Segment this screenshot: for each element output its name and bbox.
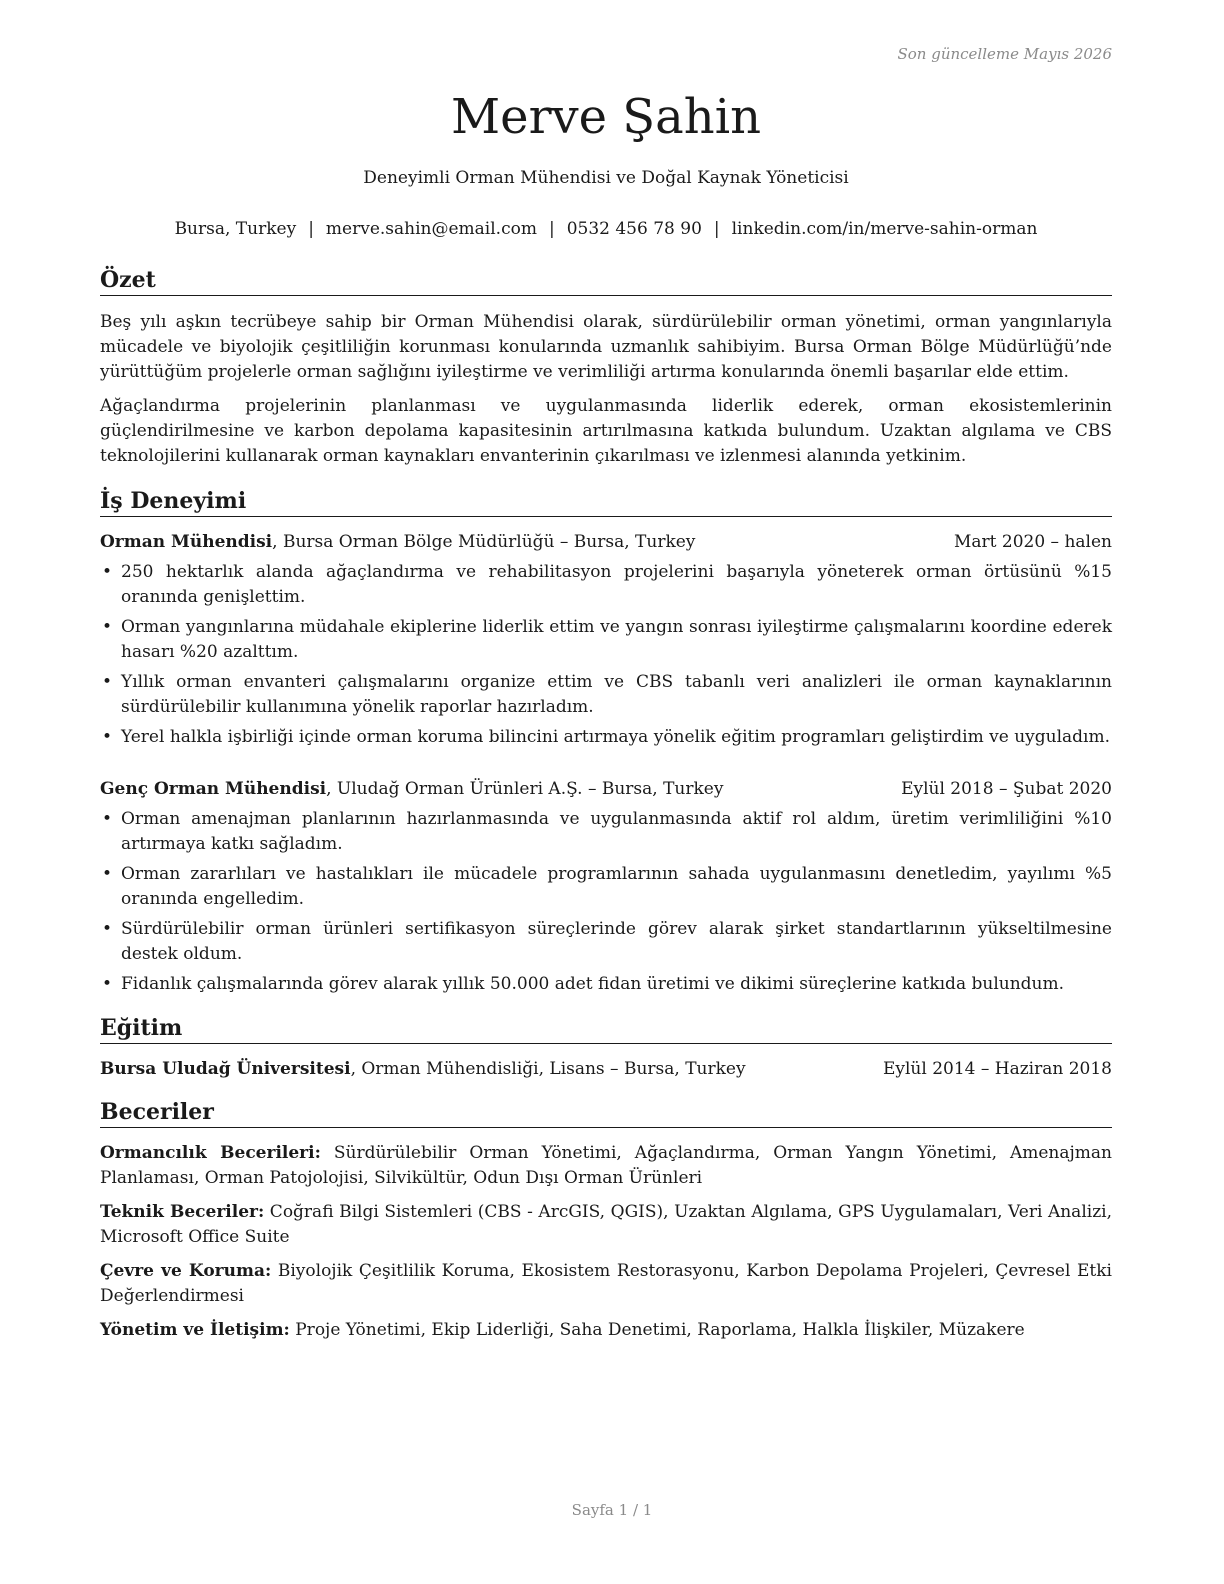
education-detail: , Orman Mühendisliği, Lisans – Bursa, Turkey [350, 1059, 746, 1079]
candidate-title: Deneyimli Orman Mühendisi ve Doğal Kaynak Yöneticisi [363, 168, 849, 188]
job-entry [100, 530, 1112, 750]
job-bullets [100, 807, 1112, 997]
job-bullet: • Orman yangınlarına müdahale ekiplerine liderlik ettim ve yangın sonrası iyileştirme çalışmalarını koordine ederek hasarı %20 azalttım. [100, 615, 1112, 665]
contact-location: Bursa, Turkey [174, 219, 297, 239]
job-bullet: • Orman zararlıları ve hastalıkları ile mücadele programlarının sahada uygulanmasını denetledim, yayılımı %5 oranında engelledim. [100, 862, 1112, 912]
contact-linkedin[interactable]: linkedin.com/in/merve-sahin-orman [731, 219, 1038, 239]
job-org: , Bursa Orman Bölge Müdürlüğü – Bursa, Turkey [272, 532, 696, 552]
skills-title: Beceriler [100, 1098, 1112, 1128]
skill-group [100, 1259, 1112, 1309]
skill-group-label: Ormancılık Becerileri: [100, 1143, 321, 1163]
education-dates: Eylül 2014 – Haziran 2018 [882, 1059, 1112, 1079]
education-section [100, 1014, 1112, 1082]
contact-line [100, 217, 1112, 241]
summary-section [100, 266, 1112, 469]
job-bullets [100, 560, 1112, 750]
job-dates: Mart 2020 – halen [953, 532, 1112, 552]
summary-paragraph: Beş yılı aşkın tecrübeye sahip bir Orman Mühendisi olarak, sürdürülebilir orman yönetimi, orman yangınlarıyla mücadele ve biyolojik çeşitliliğin korunması konularında uzmanlık sahibiyim. Bursa Orman Bölge Müdürlüğü’nde yürüttüğüm projelerle orman sağlığını iyileştirme ve verimliliği artırma konularında önemli başarılar elde ettim. [100, 312, 1112, 382]
skill-group-label: Çevre ve Koruma: [100, 1261, 272, 1281]
contact-separator: | [548, 219, 555, 239]
contact-email[interactable]: merve.sahin@email.com [325, 219, 537, 239]
contact-separator: | [713, 219, 720, 239]
education-school: Bursa Uludağ Üniversitesi [100, 1059, 351, 1079]
last-updated: Son güncelleme Mayıs 2026 [897, 45, 1112, 63]
contact-phone: 0532 456 78 90 [566, 219, 702, 239]
education-line [100, 1057, 746, 1082]
skill-group-text: Biyolojik Çeşitlilik Koruma, Ekosistem Restorasyonu, Karbon Depolama Projeleri, Çevresel Etki Değerlendirmesi [100, 1261, 1112, 1306]
skill-group-text: Proje Yönetimi, Ekip Liderliği, Saha Denetimi, Raporlama, Halkla İlişkiler, Müzakere [289, 1320, 1025, 1340]
job-header [100, 530, 1112, 555]
job-bullet: • Sürdürülebilir orman ürünleri sertifikasyon süreçlerinde görev alarak şirket standartlarının yükseltilmesine destek oldum. [100, 917, 1112, 967]
job-dates: Eylül 2018 – Şubat 2020 [901, 779, 1112, 799]
experience-section [100, 487, 1112, 997]
job-org: , Uludağ Orman Ürünleri A.Ş. – Bursa, Turkey [326, 779, 724, 799]
job-role-line [100, 530, 695, 555]
contact-separator: | [308, 219, 314, 239]
experience-title: İş Deneyimi [100, 487, 1112, 517]
skill-group-label: Yönetim ve İletişim: [100, 1320, 290, 1340]
job-role-line [100, 777, 723, 802]
skill-group-label: Teknik Beceriler: [100, 1202, 265, 1222]
job-entry [100, 777, 1112, 997]
job-role: Orman Mühendisi [100, 532, 273, 552]
skills-section [100, 1098, 1112, 1343]
education-entry [100, 1057, 1112, 1082]
job-bullet: • Orman amenajman planlarının hazırlanmasında ve uygulanmasında aktif rol aldım, üretim verimliliğini %10 artırmaya katkı sağladım. [100, 807, 1112, 857]
job-bullet: • 250 hektarlık alanda ağaçlandırma ve rehabilitasyon projelerini başarıyla yöneterek orman örtüsünü %15 oranında genişlettim. [100, 560, 1112, 610]
skill-group-text: Sürdürülebilir Orman Yönetimi, Ağaçlandırma, Orman Yangın Yönetimi, Amenajman Planlaması, Orman Patojolojisi, Silvikültür, Odun Dışı Orman Ürünleri [100, 1143, 1112, 1188]
candidate-name: Merve Şahin [451, 89, 761, 145]
skill-group-text: Coğrafi Bilgi Sistemleri (CBS - ArcGIS, QGIS), Uzaktan Algılama, GPS Uygulamaları, Veri Analizi, Microsoft Office Suite [100, 1202, 1112, 1247]
job-bullet: • Fidanlık çalışmalarında görev alarak yıllık 50.000 adet fidan üretimi ve dikimi süreçlerine katkıda bulundum. [100, 972, 1112, 997]
skill-group [100, 1141, 1112, 1191]
job-header [100, 777, 1112, 802]
skill-group [100, 1200, 1112, 1250]
job-role: Genç Orman Mühendisi [100, 779, 327, 799]
education-title: Eğitim [100, 1014, 1112, 1044]
job-bullet: • Yıllık orman envanteri çalışmalarını organize ettim ve CBS tabanlı veri analizleri ile orman kaynaklarının sürdürülebilir kullanımına yönelik raporlar hazırladım. [100, 670, 1112, 720]
job-bullet: • Yerel halkla işbirliği içinde orman koruma bilincini artırmaya yönelik eğitim programları geliştirdim ve uyguladım. [100, 725, 1112, 750]
skill-group [100, 1318, 1112, 1343]
summary-paragraph: Ağaçlandırma projelerinin planlanması ve uygulanmasında liderlik ederek, orman ekosistemlerinin güçlendirilmesine ve karbon depolama kapasitesinin artırılmasına katkıda bulundum. Uzaktan algılama ve CBS teknolojilerini kullanarak orman kaynakları envanterinin çıkarılması ve izlenmesi alanında yetkinim. [100, 396, 1112, 466]
page-number: Sayfa 1 / 1 [571, 1501, 653, 1519]
summary-title: Özet [100, 266, 1112, 296]
